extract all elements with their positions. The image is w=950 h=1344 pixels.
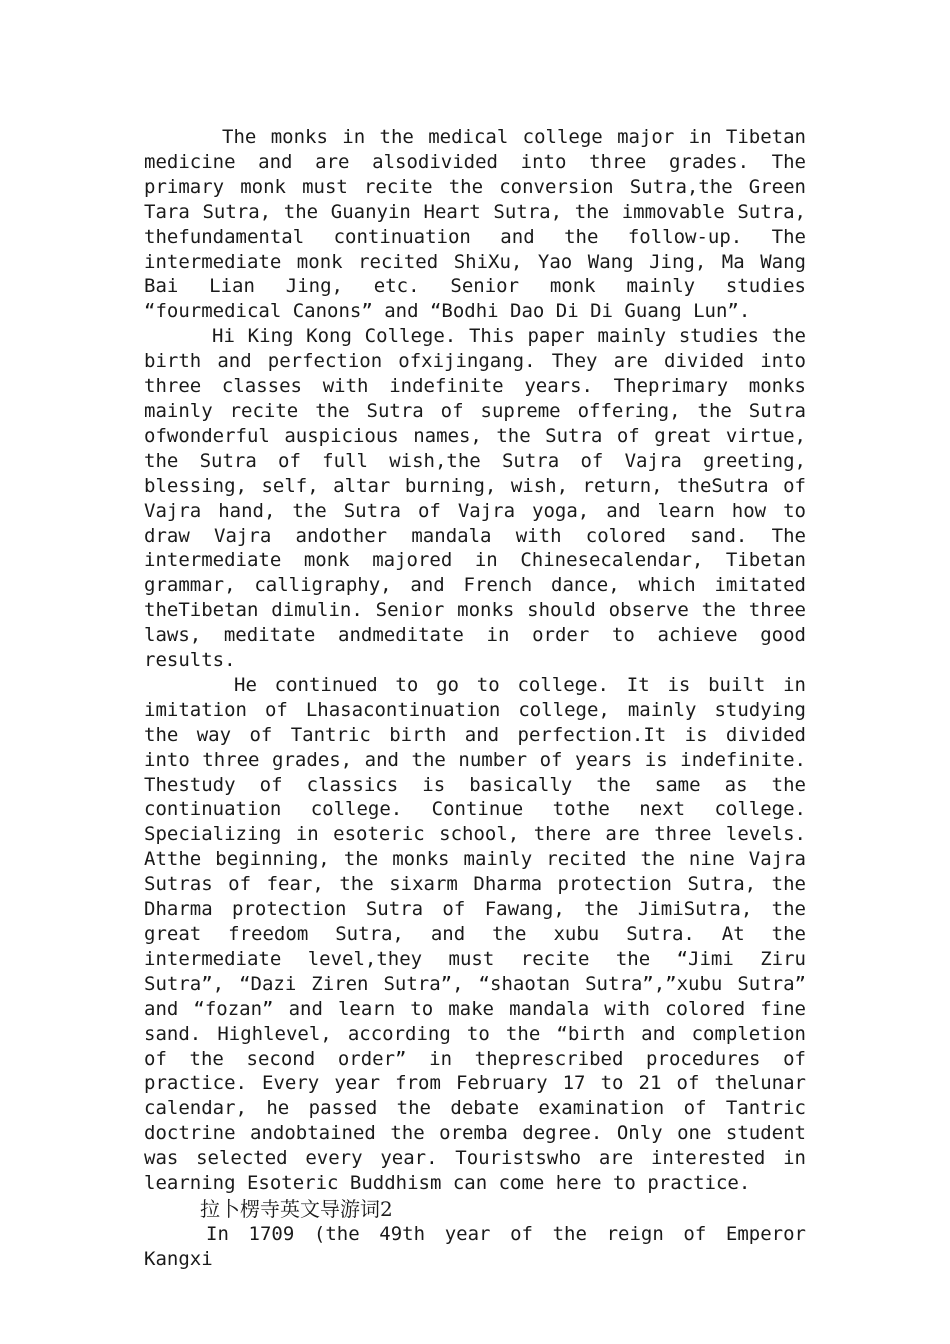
- paragraph-king-kong-college: Hi King Kong College. This paper mainly studies the birth and perfection ofxijingang. They are divided into three classes with indefinite years. Theprimary monks mainly recite the Sutra of supreme offering, the Sutra ofwonderful auspicious names, the Sutra of great virtue, the Sutra of full wish,the Sutra of Vajra greeting, blessing, self, altar burning, wish, return, theSutra of Vajra hand, the Sutra of Vajra yoga, and learn how to draw Vajra andother mandala with colored sand. The intermediate monk majored in Chinesecalendar, Tibetan grammar, calligraphy, and French dance, which imitated theTibetan dimulin. Senior monks should observe the three laws, meditate andmeditate in order to achieve good results.: [144, 325, 806, 672]
- section-heading: 拉卜楞寺英文导游词2: [200, 1196, 393, 1221]
- paragraph-medical-college: The monks in the medical college major in Tibetan medicine and are alsodivided into three grades. The primary monk must recite the conversion Sutra,the Green Tara Sutra, the Guanyin Heart Sutra, the immovable Sutra, thefundamental continuation and the follow-up. The intermediate monk recited ShiXu, Yao Wang Jing, Ma Wang Bai Lian Jing, etc. Senior monk mainly studies “fourmedical Canons” and “Bodhi Dao Di Di Guang Lun”.: [144, 126, 806, 323]
- paragraph-tantric-college: He continued to go to college. It is built in imitation of Lhasacontinuation college, mainly studying the way of Tantric birth and perfection.It is divided into three grades, and the number of years is indefinite. Thestudy of classics is basically the same as the continuation college. Continue tothe next college. Specializing in esoteric school, there are three levels. Atthe beginning, the monks mainly recited the nine Vajra Sutras of fear, the sixarm Dharma protection Sutra, the Dharma protection Sutra of Fawang, the JimiSutra, the great freedom Sutra, and the xubu Sutra. At the intermediate level,they must recite the “Jimi Ziru Sutra”, “Dazi Ziren Sutra”, “shaotan Sutra”,”xubu Sutra” and “fozan” and learn to make mandala with colored fine sand. Highlevel, according to the “birth and completion of the second order” in theprescribed procedures of practice. Every year from February 17 to 21 of thelunar calendar, he passed the debate examination of Tantric doctrine andobtained the oremba degree. Only one student was selected every year. Touristswho are interested in learning Esoteric Buddhism can come here to practice.: [144, 673, 806, 1195]
- document-page: [144, 125, 806, 1272]
- paragraph-history-intro: In 1709 (the 49th year of the reign of Emperor Kangxi: [144, 1222, 806, 1270]
